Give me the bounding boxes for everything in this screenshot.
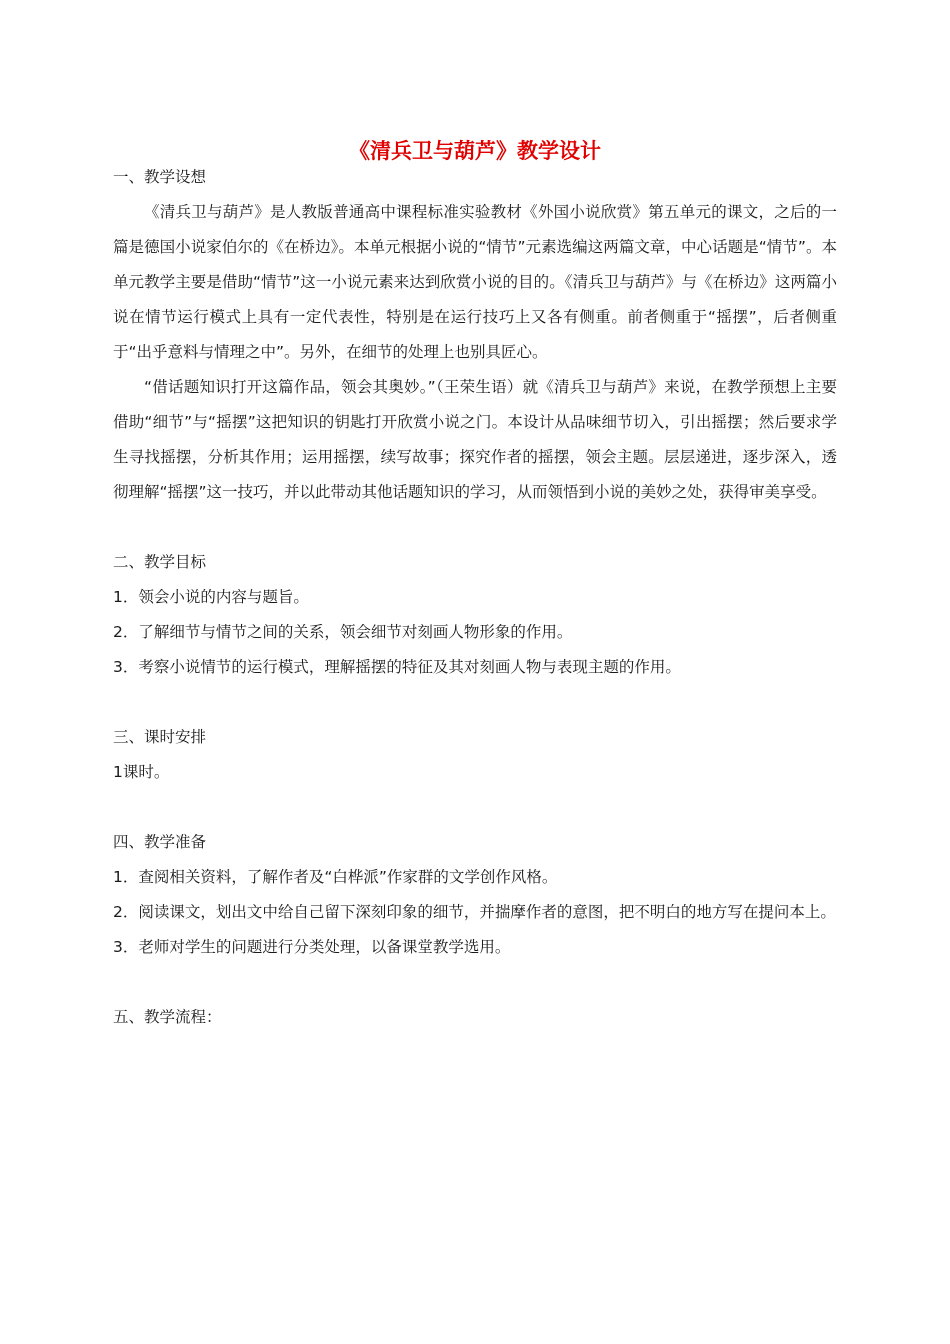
document-title: 《清兵卫与葫芦》教学设计 — [349, 139, 601, 164]
section-heading-preparation: 四、教学准备 — [113, 833, 207, 851]
paragraph-1: 《清兵卫与葫芦》是人教版普通高中课程标准实验教材《外国小说欣赏》第五单元的课文，之后的一篇是德国小说家伯尔的《在桥边》。本单元根据小说的“情节”元素选编这两篇文章，中心话题是“情节”。本单元教学主要是借助“情节”这一小说元素来达到欣赏小说的目的。《清兵卫与葫芦》与《在桥边》这两篇小说在情节运行模式上具有一定代表性，特别是在运行技巧上又各有侧重。前者侧重于“摇摆”，后者侧重于“出乎意料与情理之中”。另外，在细节的处理上也别具匠心。 — [113, 203, 837, 361]
spacer — [113, 510, 837, 545]
list-item: 2．了解细节与情节之间的关系，领会细节对刻画人物形象的作用。 — [113, 623, 573, 641]
list-item: 2．阅读课文，划出文中给自己留下深刻印象的细节，并揣摩作者的意图，把不明白的地方写在提问本上。 — [113, 903, 836, 921]
section-heading-teaching-process: 五、教学流程： — [113, 1008, 222, 1026]
spacer — [113, 790, 837, 825]
section-heading-class-hours: 三、课时安排 — [113, 728, 207, 746]
spacer — [113, 685, 837, 720]
list-item: 1．查阅相关资料，了解作者及“白桦派”作家群的文学创作风格。 — [113, 868, 558, 886]
section-heading-teaching-goals: 二、教学目标 — [113, 553, 207, 571]
list-item: 3．老师对学生的问题进行分类处理，以备课堂教学选用。 — [113, 938, 511, 956]
list-item: 3．考察小说情节的运行模式，理解摇摆的特征及其对刻画人物与表现主题的作用。 — [113, 658, 681, 676]
spacer — [113, 965, 837, 1000]
list-item: 1．领会小说的内容与题旨。 — [113, 588, 309, 606]
list-item: 1课时。 — [113, 763, 170, 781]
section-heading-teaching-concept: 一、教学设想 — [113, 168, 207, 186]
document-body — [113, 160, 837, 1035]
paragraph-2: “借话题知识打开这篇作品，领会其奥妙。”（王荣生语）就《清兵卫与葫芦》来说，在教学预想上主要借助“细节”与“摇摆”这把知识的钥匙打开欣赏小说之门。本设计从品味细节切入，引出摇摆；然后要求学生寻找摇摆，分析其作用；运用摇摆，续写故事；探究作者的摇摆，领会主题。层层递进，逐步深入，透彻理解“摇摆”这一技巧，并以此带动其他话题知识的学习，从而领悟到小说的美妙之处，获得审美享受。 — [113, 378, 837, 501]
